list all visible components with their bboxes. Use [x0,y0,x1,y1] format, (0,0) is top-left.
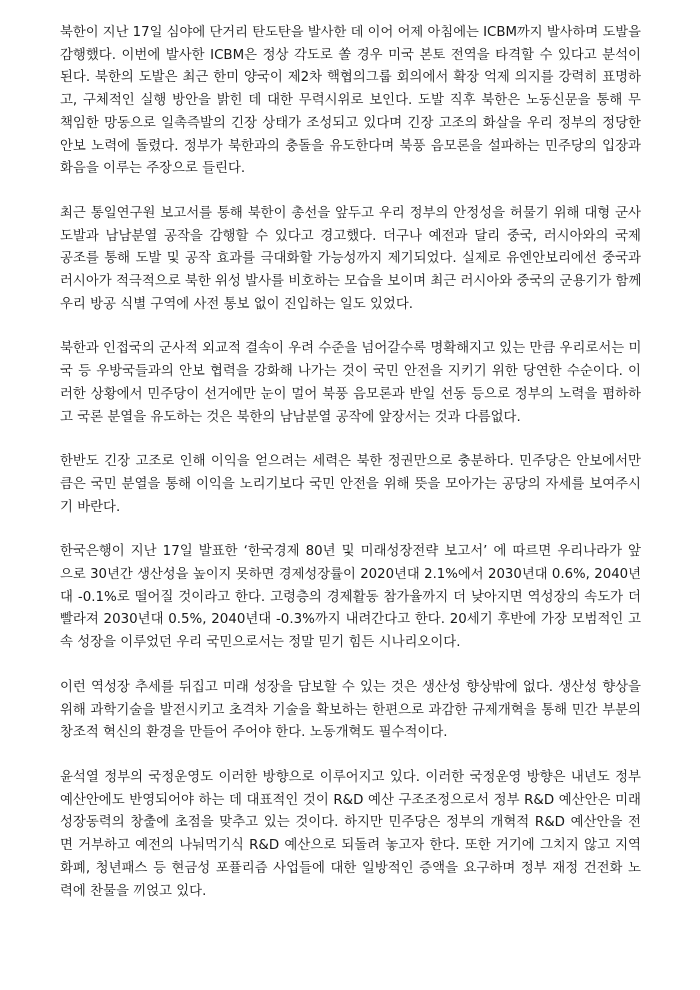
paragraph-line: 책임한 망동으로 일촉즉발의 긴장 상태가 조성되고 있다며 긴장 고조의 화살을 우리 정부의 정당한 [60,115,641,131]
paragraph-line: 화폐, 청년패스 등 현금성 포퓰리즘 사업들에 대한 일방적인 증액을 요구하며 정부 재정 건전화 노 [60,860,641,876]
document-body [60,22,641,925]
paragraph-line: 북한이 지난 17일 심야에 단거리 탄도탄을 발사한 데 이어 어제 아침에는 ICBM까지 발사하며 도발을 [60,25,641,40]
paragraph-line: 된다. 북한의 도발은 최근 한미 양국이 제2차 핵협의그룹 회의에서 확장 억제 의지를 강력히 표명하 [60,70,641,86]
paragraph-line: 국 등 우방국들과의 안보 협력을 강화해 나가는 것이 국민 안전을 지키기 위한 당연한 수순이다. 이 [60,364,641,380]
paragraph-line: 고, 구체적인 실행 방안을 밝힌 데 대한 무력시위로 보인다. 도발 직후 북한은 노동신문을 통해 무 [60,93,641,109]
paragraph [60,338,641,429]
paragraph-line: 윤석열 정부의 국정운영도 이러한 방향으로 이루어지고 있다. 이러한 국정운영 방향은 내년도 정부 [60,769,641,785]
paragraph-line: 러시아가 적극적으로 북한 위성 발사를 비호하는 모습을 보이며 최근 러시아와 중국의 군용기가 함께 [60,274,642,290]
paragraph-line: 도발과 남남분열 공작을 감행할 수 있다고 경고했다. 더구나 예전과 달리 중국, 러시아와의 국제 [60,228,641,244]
paragraph-line: 안보 노력에 돌렸다. 정부가 북한과의 충돌을 유도한다며 북풍 음모론을 설파하는 민주당의 입장과 [60,138,641,154]
paragraph-line: 빨라져 2030년대 0.5%, 2040년대 -0.3%까지 내려간다고 한다. 20세기 후반에 가장 모범적인 고 [60,612,641,628]
paragraph-line: 우리 방공 식별 구역에 사전 통보 없이 진입하는 일도 있었다. [60,296,414,312]
paragraph-line: 기 바란다. [60,499,121,515]
paragraph [60,767,641,903]
paragraph-line: 으로 30년간 생산성을 높이지 못하면 경제성장률이 2020년대 2.1%에서 2030년대 0.6%, 2040년 [60,567,641,583]
paragraph-line: 예산안에도 반영되어야 하는 데 대표적인 것이 R&D 예산 구조조정으로서 정부 R&D 예산안은 미래 [60,792,641,808]
paragraph-line: 최근 통일연구원 보고서를 통해 북한이 총선을 앞두고 우리 정부의 안정성을 허물기 위해 대형 군사 [60,205,641,221]
paragraph-line: 대 -0.1%로 떨어질 것이라고 한다. 고령층의 경제활동 참가율까지 더 낮아지면 역성장의 속도가 더 [60,589,641,605]
paragraph-line: 감행했다. 이번에 발사한 ICBM은 정상 각도로 쏠 경우 미국 본토 전역을 타격할 수 있다고 분석이 [60,47,641,63]
paragraph-line: 속 성장을 이루었던 우리 국민으로서는 정말 믿기 힘든 시나리오이다. [60,635,461,651]
paragraph-line: 성장동력의 창출에 초점을 맞추고 있는 것이다. 하지만 민주당은 정부의 개혁적 R&D 예산안을 전 [60,815,641,831]
paragraph-line: 한반도 긴장 고조로 인해 이익을 얻으려는 세력은 북한 정권만으로 충분하다. 민주당은 안보에서만 [60,454,641,470]
paragraph-line: 한국은행이 지난 17일 발표한 ‘한국경제 80년 및 미래성장전략 보고서’ 에 따르면 우리나라가 앞 [60,544,641,560]
paragraph-line: 이런 역성장 추세를 뒤집고 미래 성장을 담보할 수 있는 것은 생산성 향상밖에 없다. 생산성 향상을 [60,679,641,695]
paragraph-line: 러한 상황에서 민주당이 선거에만 눈이 멀어 북풍 음모론과 반일 선동 등으로 정부의 노력을 폄하하 [60,386,641,402]
paragraph [60,203,641,317]
paragraph-line: 고 국론 분열을 유도하는 것은 북한의 남남분열 공작에 앞장서는 것과 다름없다. [60,409,521,425]
paragraph [60,677,641,745]
paragraph-line: 북한과 인접국의 군사적 외교적 결속이 우려 수준을 넘어갈수록 명확해지고 있는 만큼 우리로서는 미 [60,341,642,357]
paragraph [60,451,641,519]
paragraph-line: 화음을 이루는 주장으로 들린다. [60,161,246,177]
paragraph-line: 위해 과학기술을 발전시키고 초격차 기술을 확보하는 한편으로 과감한 규제개혁을 통해 민간 부분의 [60,702,641,718]
paragraph-line: 공조를 통해 도발 및 공작 효과를 극대화할 가능성까지 제기되었다. 실제로 유엔안보리에선 중국과 [60,251,641,267]
paragraph-line: 창조적 혁신의 환경을 만들어 주어야 한다. 노동개혁도 필수적이다. [60,725,448,741]
paragraph-line: 력에 찬물을 끼얹고 있다. [60,883,207,899]
paragraph-line: 면 거부하고 예전의 나눠먹기식 R&D 예산으로 되돌려 놓고자 한다. 또한 거기에 그치지 않고 지역 [60,838,641,854]
paragraph-line: 큼은 국민 분열을 통해 이익을 노리기보다 국민 안전을 위해 뜻을 모아가는 공당의 자세를 보여주시 [60,476,641,492]
paragraph [60,22,641,181]
paragraph [60,541,641,655]
